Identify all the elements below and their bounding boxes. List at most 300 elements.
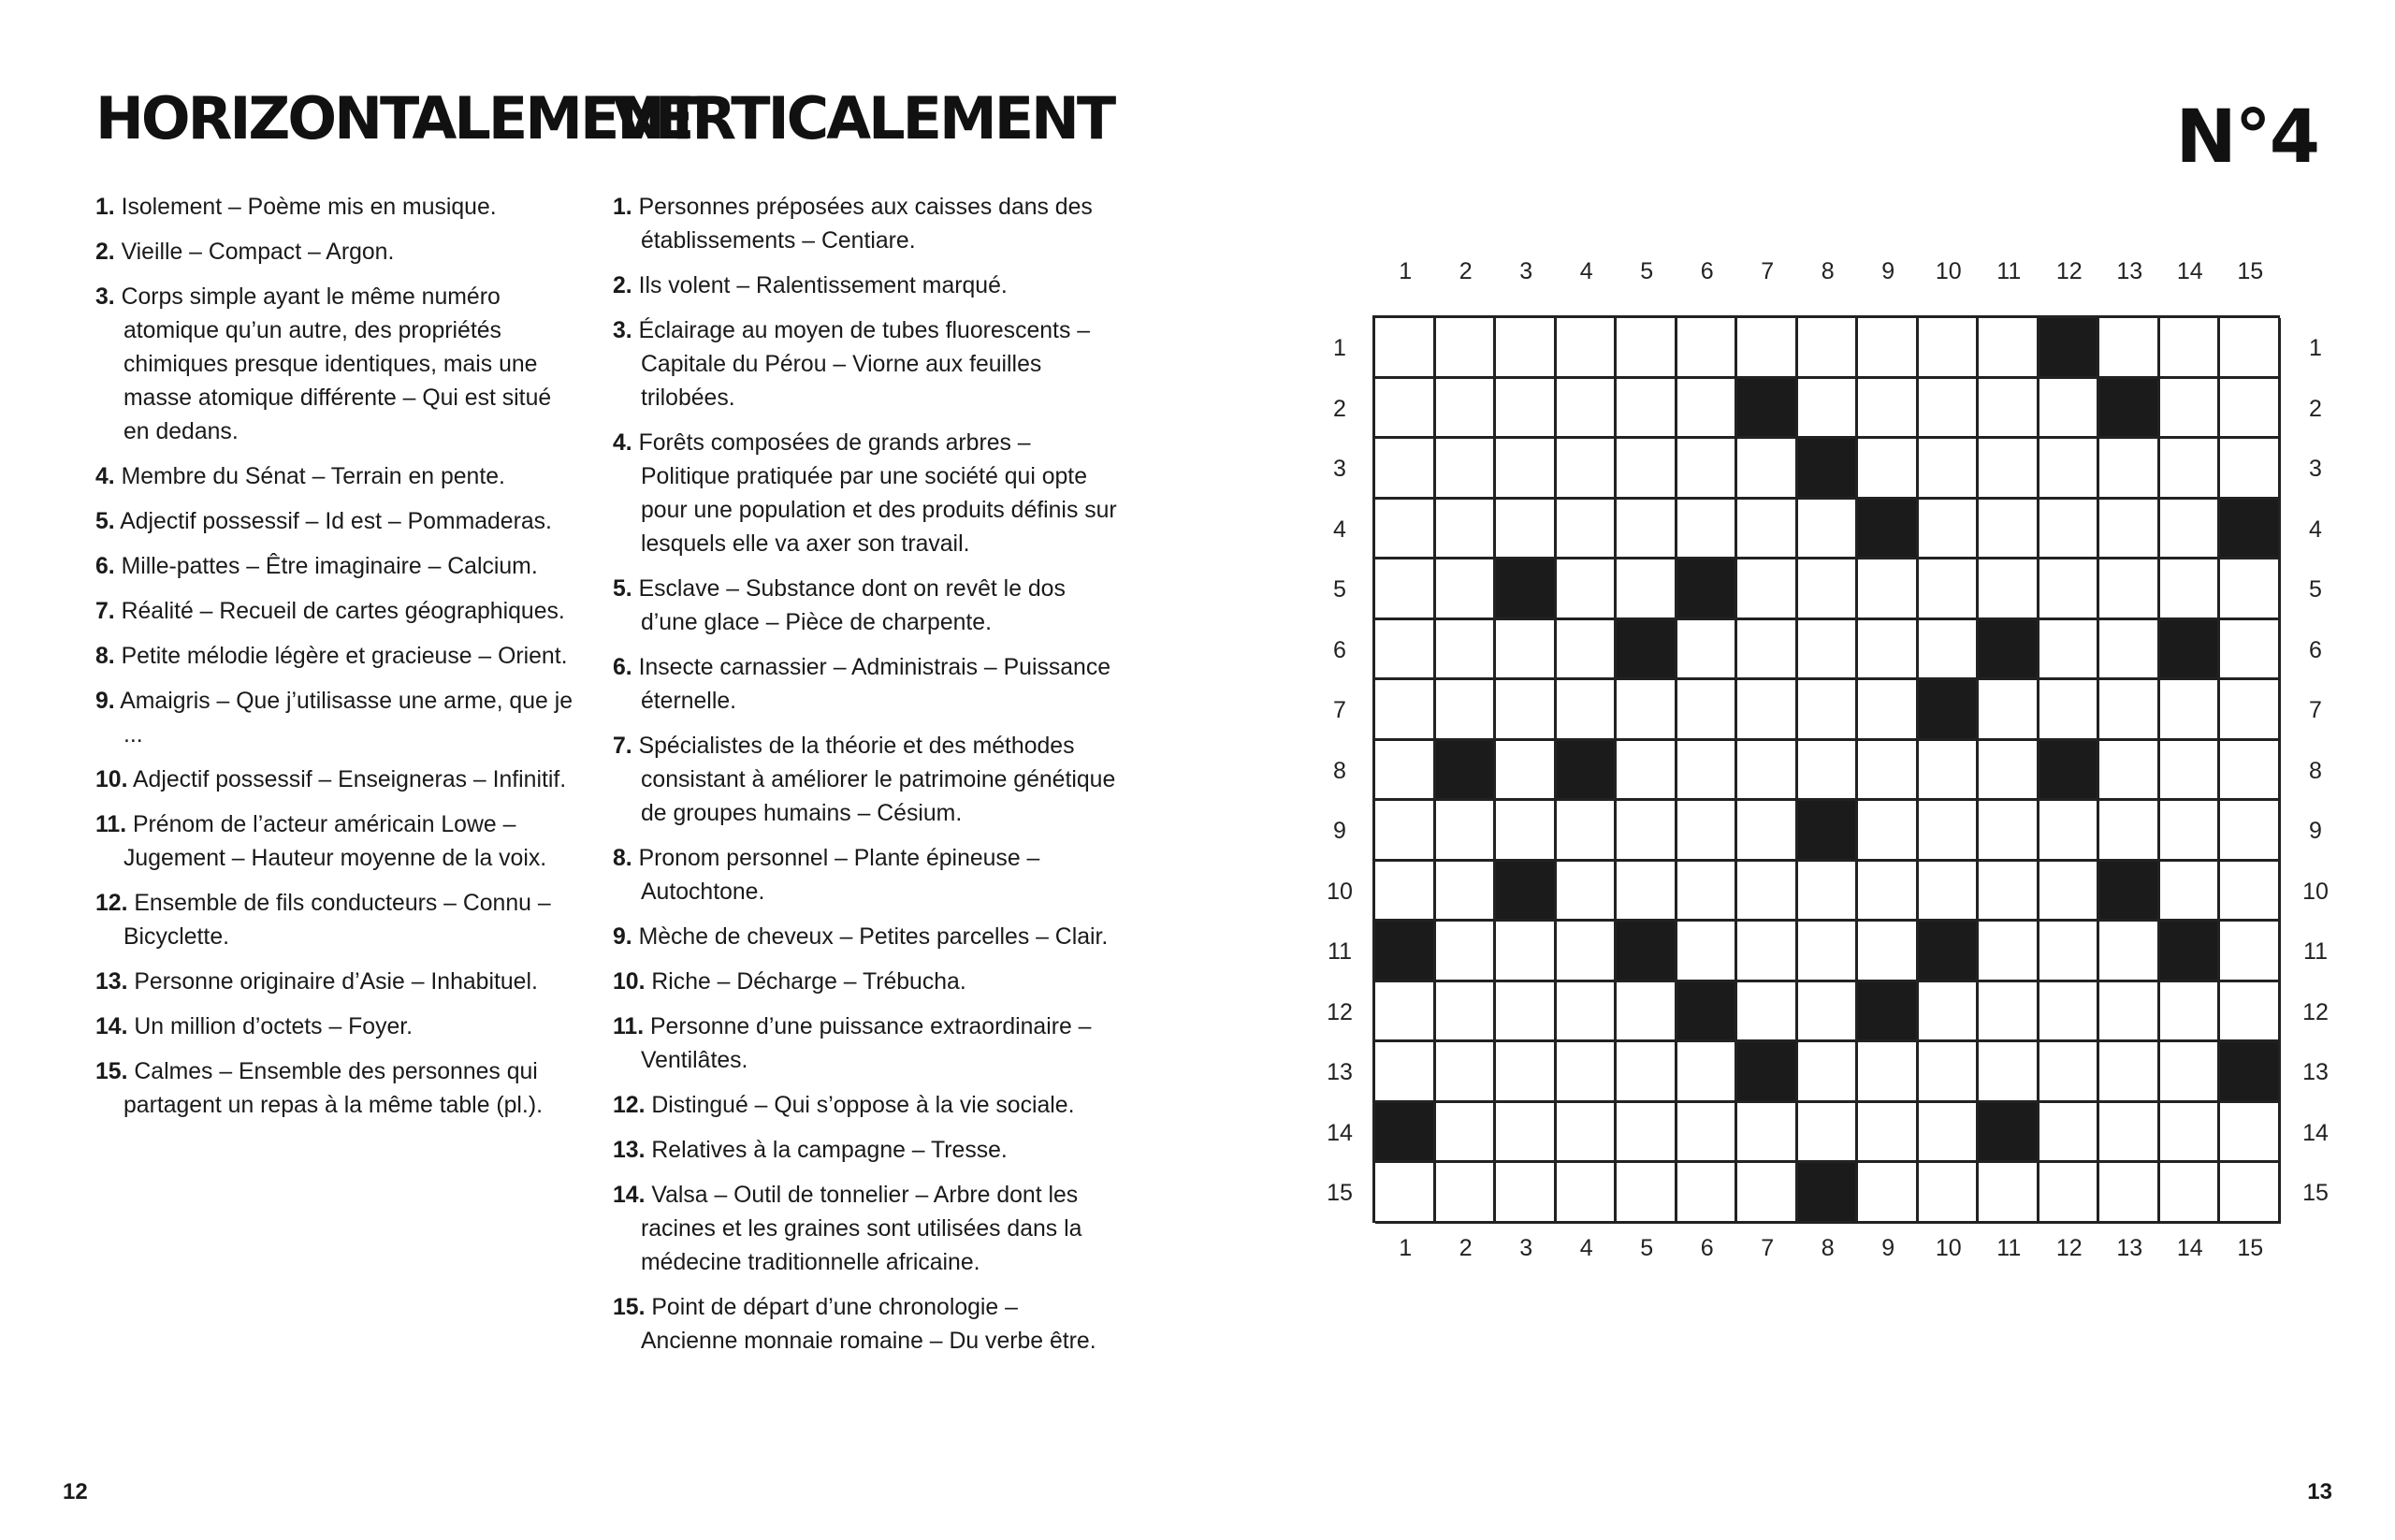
grid-cell[interactable]: [1436, 1163, 1497, 1224]
grid-cell[interactable]: [1436, 500, 1497, 560]
clue-number: 7.: [613, 734, 632, 759]
grid-cell[interactable]: [2099, 982, 2160, 1043]
grid-cell[interactable]: [1677, 862, 1738, 923]
grid-cell-black: [1617, 620, 1677, 681]
grid-cell[interactable]: [1375, 379, 1436, 440]
row-label-left: 4: [1333, 516, 1346, 543]
grid-cell[interactable]: [1737, 922, 1798, 982]
grid-cell[interactable]: [1496, 1163, 1557, 1224]
grid-cell[interactable]: [1677, 801, 1738, 862]
grid-cell[interactable]: [1677, 500, 1738, 560]
grid-cell[interactable]: [2099, 801, 2160, 862]
grid-cell[interactable]: [1798, 680, 1859, 741]
grid-cell[interactable]: [1798, 1042, 1859, 1103]
grid-cell[interactable]: [1737, 559, 1798, 620]
grid-cell[interactable]: [1858, 559, 1919, 620]
column-label-top: 11: [1996, 258, 2022, 284]
grid-cell[interactable]: [1617, 500, 1677, 560]
grid-cell-black: [1677, 559, 1738, 620]
grid-cell[interactable]: [1617, 1042, 1677, 1103]
grid-cell[interactable]: [1677, 1103, 1738, 1164]
grid-cell[interactable]: [1557, 379, 1618, 440]
grid-cell[interactable]: [1979, 982, 2039, 1043]
grid-cell[interactable]: [1375, 500, 1436, 560]
grid-cell[interactable]: [1677, 741, 1738, 802]
clue-number: 14.: [613, 1183, 646, 1208]
row-label-left: 7: [1333, 697, 1346, 724]
row-label-right: 8: [2309, 757, 2322, 784]
grid-cell[interactable]: [1677, 1042, 1738, 1103]
grid-cell[interactable]: [1436, 1103, 1497, 1164]
grid-cell[interactable]: [1677, 439, 1738, 500]
grid-cell[interactable]: [1979, 1042, 2039, 1103]
grid-cell-black: [2099, 862, 2160, 923]
grid-cell[interactable]: [1798, 559, 1859, 620]
grid-cell[interactable]: [1677, 620, 1738, 681]
grid-cell[interactable]: [2220, 862, 2281, 923]
clue-item: [95, 1010, 582, 1044]
grid-cell[interactable]: [1557, 680, 1618, 741]
grid-cell[interactable]: [1496, 801, 1557, 862]
clue-number: 1.: [95, 195, 115, 220]
grid-cell[interactable]: [1919, 982, 1980, 1043]
grid-cell[interactable]: [1375, 1042, 1436, 1103]
column-label-top: 1: [1399, 258, 1413, 284]
grid-cell[interactable]: [2220, 1103, 2281, 1164]
grid-cell[interactable]: [1496, 922, 1557, 982]
clue-text: Forêts composées de grands arbres – Politique pratiquée par une société qui opte pour une population et des produits définis sur lesquels elle va axer son travail.: [638, 430, 1117, 557]
grid-cell[interactable]: [1557, 862, 1618, 923]
grid-cell[interactable]: [1557, 1042, 1618, 1103]
grid-cell[interactable]: [2039, 559, 2100, 620]
grid-cell[interactable]: [1798, 862, 1859, 923]
clue-text: Vieille – Compact – Argon.: [121, 240, 395, 265]
grid-cell[interactable]: [1436, 620, 1497, 681]
grid-cell[interactable]: [2220, 318, 2281, 379]
grid-cell-black: [1798, 801, 1859, 862]
grid-cell[interactable]: [1979, 862, 2039, 923]
grid-cell[interactable]: [2099, 1042, 2160, 1103]
row-label-right: 12: [2302, 998, 2329, 1025]
clue-number: 6.: [613, 655, 632, 680]
grid-cell[interactable]: [1375, 801, 1436, 862]
grid-cell[interactable]: [1737, 862, 1798, 923]
clue-number: 3.: [95, 284, 115, 310]
grid-cell[interactable]: [2039, 500, 2100, 560]
grid-cell[interactable]: [2039, 680, 2100, 741]
column-label-bottom: 3: [1519, 1235, 1533, 1261]
clue-text: Pronom personnel – Plante épineuse – Autochtone.: [638, 846, 1040, 905]
grid-cell[interactable]: [1858, 1042, 1919, 1103]
column-label-top: 5: [1640, 258, 1654, 284]
grid-cell-black: [1496, 862, 1557, 923]
column-label-top: 9: [1881, 258, 1895, 284]
grid-cell[interactable]: [2160, 379, 2221, 440]
grid-cell[interactable]: [2039, 862, 2100, 923]
grid-cell[interactable]: [1677, 680, 1738, 741]
grid-cell[interactable]: [1798, 1103, 1859, 1164]
grid-cell[interactable]: [1919, 620, 1980, 681]
column-label-bottom: 15: [2237, 1235, 2264, 1261]
grid-cell[interactable]: [1617, 379, 1677, 440]
row-label-right: 5: [2309, 576, 2322, 603]
grid-cell[interactable]: [1496, 439, 1557, 500]
grid-cell[interactable]: [1858, 1103, 1919, 1164]
grid-cell[interactable]: [1557, 801, 1618, 862]
grid-cell[interactable]: [1737, 500, 1798, 560]
clue-item: [613, 1089, 1118, 1123]
grid-cell[interactable]: [1919, 318, 1980, 379]
grid-cell[interactable]: [2220, 982, 2281, 1043]
grid-cell[interactable]: [1496, 318, 1557, 379]
grid-cell[interactable]: [1979, 801, 2039, 862]
puzzle-number-title: N°4: [2175, 95, 2318, 180]
row-label-left: 13: [1327, 1059, 1353, 1086]
vertical-clue-list: [613, 191, 1118, 1370]
grid-cell[interactable]: [1979, 922, 2039, 982]
grid-cell[interactable]: [1496, 982, 1557, 1043]
clue-number: 8.: [95, 644, 115, 669]
grid-cell[interactable]: [2160, 1042, 2221, 1103]
clue-number: 12.: [613, 1093, 646, 1118]
clue-item: [613, 573, 1118, 640]
grid-cell[interactable]: [1737, 620, 1798, 681]
grid-cell[interactable]: [2099, 439, 2160, 500]
grid-cell[interactable]: [1617, 439, 1677, 500]
grid-cell[interactable]: [1798, 620, 1859, 681]
grid-cell[interactable]: [2160, 439, 2221, 500]
grid-cell[interactable]: [1979, 1163, 2039, 1224]
grid-cell[interactable]: [2099, 318, 2160, 379]
grid-cell[interactable]: [2160, 318, 2221, 379]
grid-cell[interactable]: [1737, 1103, 1798, 1164]
grid-cell[interactable]: [1436, 922, 1497, 982]
grid-cell[interactable]: [1436, 680, 1497, 741]
grid-cell[interactable]: [2220, 559, 2281, 620]
grid-cell[interactable]: [1375, 620, 1436, 681]
grid-cell[interactable]: [1436, 1042, 1497, 1103]
clue-item: [613, 730, 1118, 831]
grid-cell[interactable]: [1919, 741, 1980, 802]
grid-cell[interactable]: [2160, 500, 2221, 560]
grid-cell[interactable]: [1557, 922, 1618, 982]
row-label-right: 3: [2309, 456, 2322, 483]
clue-number: 10.: [613, 969, 646, 995]
grid-cell[interactable]: [1979, 741, 2039, 802]
column-label-top: 8: [1821, 258, 1835, 284]
clue-text: Éclairage au moyen de tubes fluorescents – Capitale du Pérou – Viorne aux feuilles trilobées.: [638, 318, 1091, 411]
grid-cell[interactable]: [2039, 801, 2100, 862]
grid-cell[interactable]: [2039, 379, 2100, 440]
grid-cell[interactable]: [2160, 1103, 2221, 1164]
grid-cell[interactable]: [1858, 922, 1919, 982]
page-number-right: 13: [2307, 1479, 2332, 1504]
grid-cell[interactable]: [1375, 559, 1436, 620]
grid-cell[interactable]: [1677, 922, 1738, 982]
column-label-bottom: 9: [1881, 1235, 1895, 1261]
grid-cell[interactable]: [1557, 500, 1618, 560]
grid-cell[interactable]: [2220, 741, 2281, 802]
grid-cell[interactable]: [1919, 801, 1980, 862]
grid-cell[interactable]: [1798, 318, 1859, 379]
grid-cell-black: [1617, 922, 1677, 982]
grid-cell[interactable]: [1375, 741, 1436, 802]
clue-item: [95, 595, 582, 629]
clue-item: [613, 427, 1118, 561]
grid-cell[interactable]: [1496, 1042, 1557, 1103]
grid-cell[interactable]: [2099, 741, 2160, 802]
grid-cell[interactable]: [2039, 982, 2100, 1043]
grid-cell[interactable]: [1677, 379, 1738, 440]
clue-text: Adjectif possessif – Enseigneras – Infinitif.: [133, 767, 567, 792]
grid-cell[interactable]: [1617, 982, 1677, 1043]
clue-text: Distingué – Qui s’oppose à la vie sociale.: [651, 1093, 1075, 1118]
grid-cell[interactable]: [1557, 318, 1618, 379]
grid-cell[interactable]: [2039, 439, 2100, 500]
grid-cell[interactable]: [1919, 500, 1980, 560]
grid-cell[interactable]: [2099, 500, 2160, 560]
row-label-right: 13: [2302, 1059, 2329, 1086]
row-label-right: 11: [2303, 938, 2328, 966]
grid-cell[interactable]: [1557, 439, 1618, 500]
grid-cell[interactable]: [1617, 741, 1677, 802]
grid-cell[interactable]: [1919, 1163, 1980, 1224]
grid-cell[interactable]: [1436, 982, 1497, 1043]
grid-cell[interactable]: [1737, 680, 1798, 741]
grid-cell[interactable]: [1858, 862, 1919, 923]
clue-item: [95, 550, 582, 584]
clue-text: Mèche de cheveux – Petites parcelles – Clair.: [638, 924, 1109, 950]
clue-item: [95, 685, 582, 752]
grid-cell[interactable]: [1737, 741, 1798, 802]
grid-cell[interactable]: [1557, 1163, 1618, 1224]
column-label-top: 12: [2055, 258, 2083, 284]
grid-cell[interactable]: [1798, 379, 1859, 440]
grid-cell[interactable]: [1375, 1163, 1436, 1224]
grid-cell[interactable]: [1919, 559, 1980, 620]
grid-cell[interactable]: [1979, 559, 2039, 620]
grid-cell[interactable]: [1436, 801, 1497, 862]
grid-cell[interactable]: [1496, 680, 1557, 741]
crossword-grid: [1372, 315, 2280, 1223]
grid-cell[interactable]: [1798, 741, 1859, 802]
grid-cell[interactable]: [1375, 318, 1436, 379]
grid-cell[interactable]: [1919, 439, 1980, 500]
grid-cell[interactable]: [1858, 620, 1919, 681]
grid-cell-black: [1375, 1103, 1436, 1164]
grid-cell[interactable]: [1858, 379, 1919, 440]
grid-cell[interactable]: [1617, 318, 1677, 379]
horizontal-clue-list: [95, 191, 582, 1134]
grid-cell[interactable]: [2220, 680, 2281, 741]
grid-cell-black: [2099, 379, 2160, 440]
grid-cell[interactable]: [1436, 862, 1497, 923]
clue-number: 4.: [95, 464, 115, 489]
crossword-grid-area: [1327, 258, 2329, 1261]
row-label-left: 2: [1333, 395, 1346, 422]
grid-cell[interactable]: [1979, 379, 2039, 440]
grid-cell[interactable]: [2039, 620, 2100, 681]
clue-item: [613, 1291, 1118, 1358]
column-label-top: 7: [1761, 258, 1775, 284]
grid-cell[interactable]: [2220, 922, 2281, 982]
grid-cell[interactable]: [2160, 1163, 2221, 1224]
grid-cell[interactable]: [1436, 559, 1497, 620]
clue-number: 1.: [613, 195, 632, 220]
grid-cell[interactable]: [1737, 318, 1798, 379]
column-label-top: 14: [2176, 258, 2203, 284]
column-label-bottom: 8: [1821, 1235, 1835, 1261]
grid-cell[interactable]: [1375, 982, 1436, 1043]
grid-cell[interactable]: [2160, 741, 2221, 802]
clue-text: Un million d’octets – Foyer.: [134, 1014, 414, 1039]
grid-cell-black: [1858, 500, 1919, 560]
grid-cell[interactable]: [1496, 620, 1557, 681]
grid-cell[interactable]: [1979, 500, 2039, 560]
grid-cell[interactable]: [2039, 922, 2100, 982]
grid-cell[interactable]: [1737, 801, 1798, 862]
horizontal-clues-heading: HORIZONTALEMENT: [95, 84, 700, 153]
clue-text: Esclave – Substance dont on revêt le dos d’une glace – Pièce de charpente.: [638, 576, 1066, 635]
clue-item: [95, 966, 582, 999]
grid-cell[interactable]: [1557, 1103, 1618, 1164]
clue-number: 15.: [613, 1295, 646, 1320]
grid-cell[interactable]: [1617, 1103, 1677, 1164]
grid-cell[interactable]: [2099, 620, 2160, 681]
grid-cell[interactable]: [1798, 500, 1859, 560]
grid-cell[interactable]: [1617, 1163, 1677, 1224]
grid-cell[interactable]: [2160, 559, 2221, 620]
grid-cell[interactable]: [1919, 1042, 1980, 1103]
clue-item: [95, 505, 582, 539]
grid-cell[interactable]: [1979, 680, 2039, 741]
clue-item: [95, 460, 582, 494]
column-label-bottom: 13: [2116, 1235, 2143, 1261]
grid-cell[interactable]: [1375, 680, 1436, 741]
grid-cell[interactable]: [2160, 982, 2221, 1043]
grid-cell[interactable]: [1617, 862, 1677, 923]
clue-item: [95, 281, 582, 449]
grid-cell[interactable]: [1858, 680, 1919, 741]
clue-text: Ils volent – Ralentissement marqué.: [638, 273, 1008, 298]
clue-text: Spécialistes de la théorie et des méthodes consistant à améliorer le patrimoine génétique de groupes humains – Césium.: [638, 734, 1116, 826]
grid-cell-black: [1979, 620, 2039, 681]
clue-number: 11.: [95, 812, 127, 837]
grid-cell[interactable]: [1858, 318, 1919, 379]
grid-cell[interactable]: [2160, 801, 2221, 862]
grid-cell-black: [1375, 922, 1436, 982]
clue-text: Relatives à la campagne – Tresse.: [651, 1138, 1008, 1163]
grid-cell[interactable]: [2099, 680, 2160, 741]
clue-item: [613, 269, 1118, 303]
grid-cell[interactable]: [1737, 1163, 1798, 1224]
grid-cell[interactable]: [1858, 1163, 1919, 1224]
grid-cell[interactable]: [1737, 439, 1798, 500]
grid-cell[interactable]: [1858, 741, 1919, 802]
grid-cell[interactable]: [1919, 1103, 1980, 1164]
grid-cell[interactable]: [2039, 1163, 2100, 1224]
grid-cell[interactable]: [1737, 982, 1798, 1043]
grid-cell[interactable]: [1496, 741, 1557, 802]
grid-cell[interactable]: [1496, 1103, 1557, 1164]
grid-cell[interactable]: [1557, 982, 1618, 1043]
column-label-bottom: 4: [1579, 1235, 1593, 1261]
grid-cell[interactable]: [1375, 862, 1436, 923]
grid-cell[interactable]: [1858, 801, 1919, 862]
grid-cell[interactable]: [1496, 379, 1557, 440]
grid-cell[interactable]: [2099, 1163, 2160, 1224]
grid-cell-black: [2160, 922, 2221, 982]
grid-cell[interactable]: [1979, 439, 2039, 500]
grid-cell[interactable]: [2099, 559, 2160, 620]
grid-cell[interactable]: [2039, 1103, 2100, 1164]
clue-number: 9.: [95, 689, 115, 714]
grid-cell[interactable]: [1617, 680, 1677, 741]
grid-cell[interactable]: [2099, 1103, 2160, 1164]
clue-text: Mille-pattes – Être imaginaire – Calcium.: [121, 554, 538, 579]
clue-item: [613, 921, 1118, 954]
grid-cell[interactable]: [2160, 862, 2221, 923]
grid-cell[interactable]: [1436, 318, 1497, 379]
column-label-bottom: 14: [2176, 1235, 2203, 1261]
clue-item: [613, 1179, 1118, 1280]
grid-cell[interactable]: [2160, 680, 2221, 741]
grid-cell[interactable]: [2220, 620, 2281, 681]
row-label-left: 9: [1333, 818, 1346, 845]
clue-item: [613, 314, 1118, 415]
grid-cell[interactable]: [2220, 379, 2281, 440]
clue-number: 14.: [95, 1014, 128, 1039]
grid-cell[interactable]: [1557, 620, 1618, 681]
grid-cell-black: [1858, 982, 1919, 1043]
grid-cell[interactable]: [1436, 379, 1497, 440]
clue-item: [95, 191, 582, 225]
grid-cell[interactable]: [1557, 559, 1618, 620]
clue-number: 3.: [613, 318, 632, 343]
grid-cell[interactable]: [1798, 982, 1859, 1043]
grid-cell[interactable]: [2099, 922, 2160, 982]
grid-cell[interactable]: [1496, 500, 1557, 560]
grid-cell-black: [1677, 982, 1738, 1043]
grid-cell[interactable]: [1677, 1163, 1738, 1224]
clue-text: Isolement – Poème mis en musique.: [121, 195, 497, 220]
grid-cell[interactable]: [1798, 922, 1859, 982]
row-label-right: 7: [2309, 697, 2322, 724]
grid-cell[interactable]: [1617, 559, 1677, 620]
grid-cell[interactable]: [1375, 439, 1436, 500]
grid-cell[interactable]: [1919, 379, 1980, 440]
clue-item: [95, 808, 582, 876]
grid-cell[interactable]: [2220, 801, 2281, 862]
clue-item: [613, 1010, 1118, 1078]
grid-cell[interactable]: [2039, 1042, 2100, 1103]
grid-cell[interactable]: [2220, 1163, 2281, 1224]
row-label-right: 6: [2309, 636, 2322, 663]
grid-cell[interactable]: [1617, 801, 1677, 862]
vertical-clues-heading: VERTICALEMENT: [613, 84, 1114, 153]
grid-cell[interactable]: [1979, 318, 2039, 379]
clue-number: 5.: [613, 576, 632, 602]
grid-cell[interactable]: [1677, 318, 1738, 379]
grid-cell[interactable]: [1436, 439, 1497, 500]
row-label-left: 15: [1327, 1180, 1353, 1207]
grid-cell[interactable]: [1919, 862, 1980, 923]
grid-cell-black: [2160, 620, 2221, 681]
grid-cell[interactable]: [1858, 439, 1919, 500]
grid-cell[interactable]: [2220, 439, 2281, 500]
row-label-right: 2: [2309, 395, 2322, 422]
column-label-bottom: 1: [1399, 1235, 1413, 1261]
